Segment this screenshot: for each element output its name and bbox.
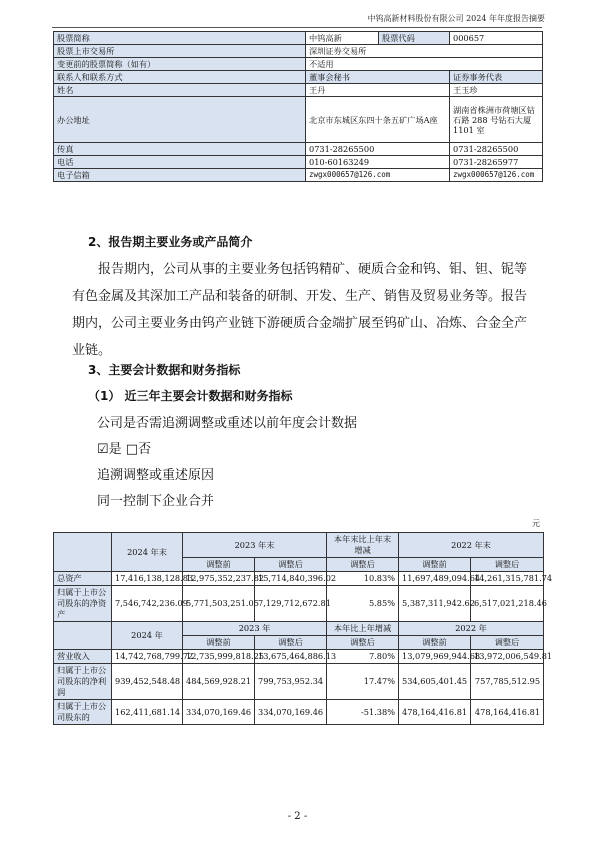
col-after: 调整后 xyxy=(255,636,327,650)
table-row xyxy=(54,650,544,664)
cell: 5.85% xyxy=(327,586,399,622)
header-blank xyxy=(54,622,112,650)
rep-email: zwgx000657@126.com xyxy=(450,169,543,182)
cell: 13,675,464,886.13 xyxy=(255,650,327,664)
cell: 17.47% xyxy=(327,664,399,700)
secretary-name: 王丹 xyxy=(306,84,450,97)
cell: 13,972,006,549.81 xyxy=(471,650,544,664)
cell: 757,785,512.95 xyxy=(471,664,544,700)
cell: 484,569,928.21 xyxy=(183,664,255,700)
cell: -51.38% xyxy=(327,700,399,725)
table-row xyxy=(54,664,544,700)
phone-label: 电话 xyxy=(54,156,306,169)
company-info-table xyxy=(53,31,543,182)
stock-name: 中钨高新 xyxy=(306,32,379,45)
header-divider xyxy=(52,27,542,28)
cell: 11,697,489,094.64 xyxy=(399,572,471,586)
cell: 5,387,311,942.62 xyxy=(399,586,471,622)
restatement-question: 公司是否需追溯调整或重述以前年度会计数据 xyxy=(97,416,358,431)
col-change-end: 本年末比上年末增减 xyxy=(327,533,399,558)
col-before: 调整前 xyxy=(183,558,255,572)
cell: 478,164,416.81 xyxy=(399,700,471,725)
rep-fax: 0731-28265500 xyxy=(450,143,543,156)
currency-unit: 元 xyxy=(532,519,540,528)
col-2022: 2022 年 xyxy=(399,622,544,636)
restatement-reason: 同一控制下企业合并 xyxy=(97,494,215,509)
exchange-label: 股票上市交易所 xyxy=(54,45,306,58)
table-row xyxy=(54,586,544,622)
cell: 334,070,169.46 xyxy=(183,700,255,725)
section-3-title: 3、主要会计数据和财务指标 xyxy=(88,363,241,377)
table-row xyxy=(54,572,544,586)
cell: 478,164,416.81 xyxy=(471,700,544,725)
cell: 13,079,969,944.68 xyxy=(399,650,471,664)
cell: 12,735,999,818.25 xyxy=(183,650,255,664)
rep-phone: 0731-28265977 xyxy=(450,156,543,169)
col-after: 调整后 xyxy=(471,558,544,572)
rep-address: 湖南省株洲市荷塘区钻石路 288 号钻石大厦 1101 室 xyxy=(450,97,543,143)
contact-label: 联系人和联系方式 xyxy=(54,71,306,84)
stock-code-label: 股票代码 xyxy=(379,32,450,45)
col-after: 调整后 xyxy=(471,636,544,650)
rep-name: 王玉珍 xyxy=(450,84,543,97)
col-2024: 2024 年 xyxy=(112,622,183,650)
cell: 7,546,742,236.09 xyxy=(112,586,183,622)
cell: 15,714,840,396.02 xyxy=(255,572,327,586)
cell: 7.80% xyxy=(327,650,399,664)
secretary-email: zwgx000657@126.com xyxy=(306,169,450,182)
business-paragraph: 报告期内，公司从事的主要业务包括钨精矿、硬质合金和钨、钼、钽、铌等有色金属及其深加工产品和装备的研制、开发、生产、销售及贸易业务等。报告期内，公司主要业务由钨产业链下游硬质合金端扩展至钨矿山、冶炼、合金全产业链。 xyxy=(72,262,528,358)
former-name-label: 变更前的股票简称（如有） xyxy=(54,58,306,71)
col-before: 调整前 xyxy=(399,558,471,572)
col-after: 调整后 xyxy=(327,636,399,650)
cell: 14,742,768,799.72 xyxy=(112,650,183,664)
fax-label: 传真 xyxy=(54,143,306,156)
row-label: 归属于上市公司股东的净资产 xyxy=(54,586,112,622)
secretary-fax: 0731-28265500 xyxy=(306,143,450,156)
stock-code: 000657 xyxy=(450,32,543,45)
row-label: 营业收入 xyxy=(54,650,112,664)
col-2023-end: 2023 年末 xyxy=(183,533,327,558)
name-label: 姓名 xyxy=(54,84,306,97)
col-change: 本年比上年增减 xyxy=(327,622,399,636)
col-2023: 2023 年 xyxy=(183,622,327,636)
cell: 6,517,021,218.46 xyxy=(471,586,544,622)
restatement-reason-label: 追溯调整或重述原因 xyxy=(97,468,215,483)
exchange: 深圳证券交易所 xyxy=(306,45,543,58)
cell: 12,975,352,237.82 xyxy=(183,572,255,586)
stock-name-label: 股票简称 xyxy=(54,32,306,45)
col-2022-end: 2022 年末 xyxy=(399,533,544,558)
address-label: 办公地址 xyxy=(54,97,306,143)
cell: 534,605,401.45 xyxy=(399,664,471,700)
col-before: 调整前 xyxy=(183,636,255,650)
cell: 939,452,548.48 xyxy=(112,664,183,700)
section-3-subtitle: （1） 近三年主要会计数据和财务指标 xyxy=(88,389,293,403)
page-number: - 2 - xyxy=(287,811,308,822)
report-header: 中钨高新材料股份有限公司 2024 年年度报告摘要 xyxy=(367,14,545,23)
cell: 17,416,138,128.83 xyxy=(112,572,183,586)
financial-data-table xyxy=(53,532,553,725)
table-row xyxy=(54,700,544,725)
col-after: 调整后 xyxy=(255,558,327,572)
former-name: 不适用 xyxy=(306,58,543,71)
header-blank xyxy=(54,533,112,572)
section-2-title: 2、报告期主要业务或产品简介 xyxy=(88,235,253,249)
cell: 162,411,681.14 xyxy=(112,700,183,725)
cell: 334,070,169.46 xyxy=(255,700,327,725)
row-label: 总资产 xyxy=(54,572,112,586)
row-label: 归属于上市公司股东的 xyxy=(54,700,112,725)
restatement-choice: ☑是 □否 xyxy=(97,442,152,457)
cell: 7,129,712,672.81 xyxy=(255,586,327,622)
row-label: 归属于上市公司股东的净利润 xyxy=(54,664,112,700)
cell: 5,771,503,251.05 xyxy=(183,586,255,622)
secretary-phone: 010-60163249 xyxy=(306,156,450,169)
cell: 799,753,952.34 xyxy=(255,664,327,700)
cell: 14,261,315,781.74 xyxy=(471,572,544,586)
cell: 10.83% xyxy=(327,572,399,586)
secretary-address: 北京市东城区东四十条五矿广场A座 xyxy=(306,97,450,143)
col-2024-end: 2024 年末 xyxy=(112,533,183,572)
email-label: 电子信箱 xyxy=(54,169,306,182)
col-after: 调整后 xyxy=(327,558,399,572)
col-before: 调整前 xyxy=(399,636,471,650)
rep-label: 证券事务代表 xyxy=(450,71,543,84)
secretary-label: 董事会秘书 xyxy=(306,71,450,84)
